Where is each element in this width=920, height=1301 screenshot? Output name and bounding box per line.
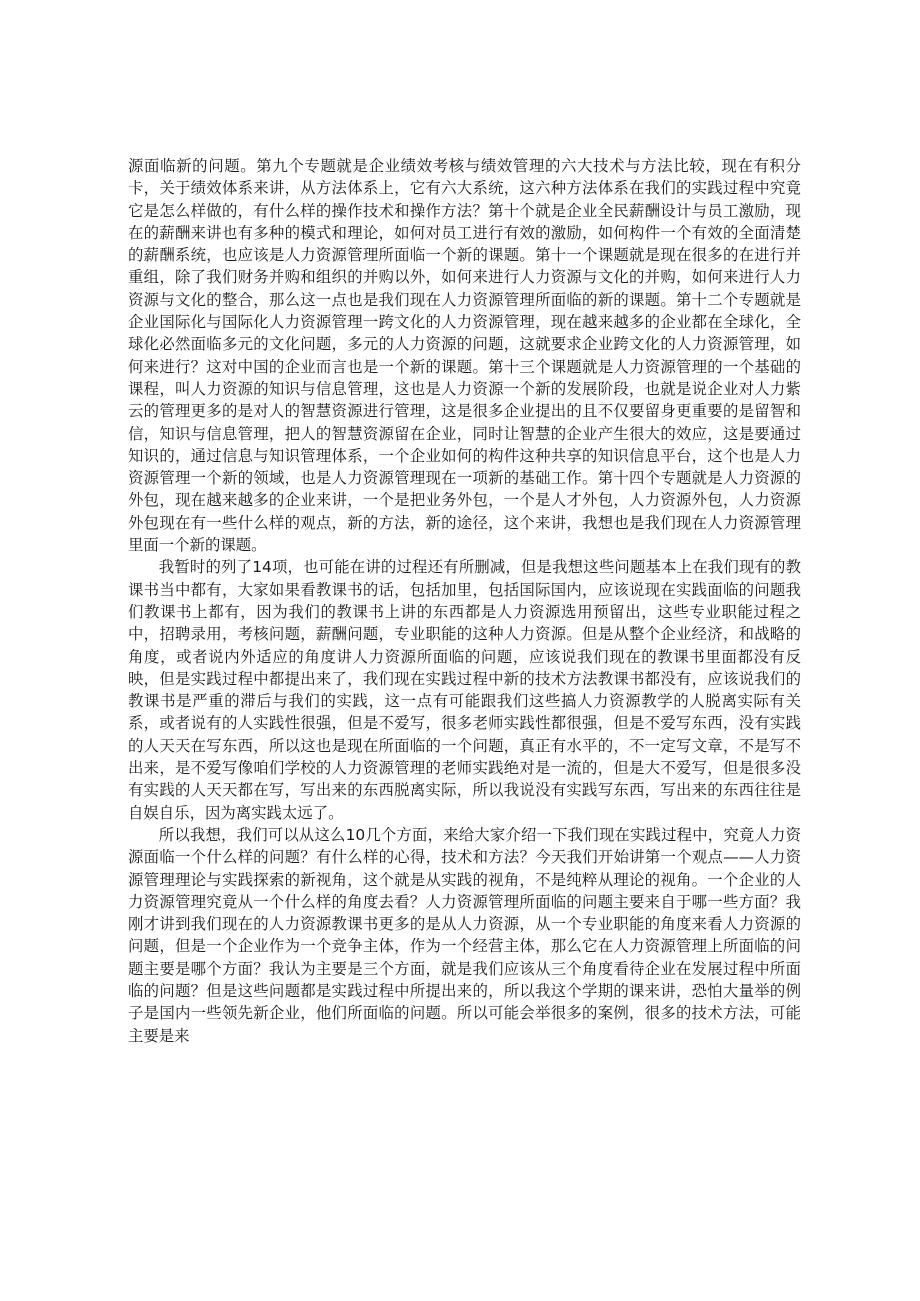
paragraph-2: 我暂时的列了14项，也可能在讲的过程还有所删减，但是我想这些问题基本上在我们现有的教课书当中都有，大家如果看教课书的话，包括加里，包括国际国内，应该说现在实践面临的问题我们教课书上都有，因为我们的教课书上讲的东西都是人力资源选用预留出，这些专业职能过程之中，招聘录用，考核问题，薪酬问题，专业职能的这种人力资源。但是从整个企业经济，和战略的角度，或者说内外适应的角度讲人力资源所面临的问题，应该说我们现在的教课书里面都没有反映，但是实践过程中都提出来了，我们现在实践过程中新的技术方法教课书都没有，应该说我们的教课书是严重的滞后与我们的实践，这一点有可能跟我们这些搞人力资源教学的人脱离实际有关系，或者说有的人实践性很强，但是不爱写，很多老师实践性都很强，但是不爱写东西，没有实践的人天天在写东西，所以这也是现在所面临的一个问题，真正有水平的，不一定写文章，不是写不出来，是不爱写像咱们学校的人力资源管理的老师实践绝对是一流的，但是大不爱写，但是很多没有实践的人天天都在写，写出来的东西脱离实际，所以我说没有实践写东西，写出来的东西往往是自娱自乐，因为离实践太远了。 bbox=[128, 558, 801, 822]
document-body bbox=[128, 155, 801, 1047]
paragraph-1: 源面临新的问题。第九个专题就是企业绩效考核与绩效管理的六大技术与方法比较，现在有积分卡，关于绩效体系来讲，从方法体系上，它有六大系统，这六种方法体系在我们的实践过程中究竟它是怎么样做的，有什么样的操作技术和操作方法？第十个就是企业全民薪酬设计与员工激励，现在的薪酬来讲也有多种的模式和理论，如何对员工进行有效的激励，如何构件一个有效的全面清楚的薪酬系统，也应该是人力资源管理所面临一个新的课题。第十一个课题就是现在很多的在进行并重组，除了我们财务并购和组织的并购以外，如何来进行人力资源与文化的并购，如何来进行人力资源与文化的整合，那么这一点也是我们现在人力资源管理所面临的新的课题。第十二个专题就是企业国际化与国际化人力资源管理一跨文化的人力资源管理，现在越来越多的企业都在全球化，全球化必然面临多元的文化问题，多元的人力资源的问题，这就要求企业跨文化的人力资源管理，如何来进行？这对中国的企业而言也是一个新的课题。第十三个课题就是人力资源管理的一个基础的课程，叫人力资源的知识与信息管理，这也是人力资源一个新的发展阶段，也就是说企业对人力紫云的管理更多的是对人的智慧资源进行管理，这是很多企业提出的且不仅要留身更重要的是留智和信，知识与信息管理，把人的智慧资源留在企业，同时让智慧的企业产生很大的效应，这是要通过知识的，通过信息与知识管理体系，一个企业如何的构件这种共享的知识信息平台，这个也是人力资源管理一个新的领域，也是人力资源管理现在一项新的基础工作。第十四个专题就是人力资源的外包，现在越来越多的企业来讲，一个是把业务外包，一个是人才外包，人力资源外包，人力资源外包现在有一些什么样的观点，新的方法，新的途径，这个来讲，我想也是我们现在人力资源管理里面一个新的课题。 bbox=[128, 157, 801, 555]
paragraph-3: 所以我想，我们可以从这么10几个方面，来给大家介绍一下我们现在实践过程中，究竟人力资源面临一个什么样的问题？有什么样的心得，技术和方法？今天我们开始讲第一个观点——人力资源管理理论与实践探索的新视角，这个就是从实践的视角，不是纯粹从理论的视角。一个企业的人力资源管理究竟从一个什么样的角度去看？人力资源管理所面临的问题主要来自于哪一些方面？我刚才讲到我们现在的人力资源教课书更多的是从人力资源，从一个专业职能的角度来看人力资源的问题，但是一个企业作为一个竞争主体，作为一个经营主体，那么它在人力资源管理上所面临的问题主要是哪个方面？我认为主要是三个方面，就是我们应该从三个角度看待企业在发展过程中所面临的问题？但是这些问题都是实践过程中所提出来的，所以我这个学期的课来讲，恐怕大量举的例子是国内一些领先新企业，他们所面临的问题。所以可能会举很多的案例，很多的技术方法，可能主要是来 bbox=[128, 825, 801, 1045]
